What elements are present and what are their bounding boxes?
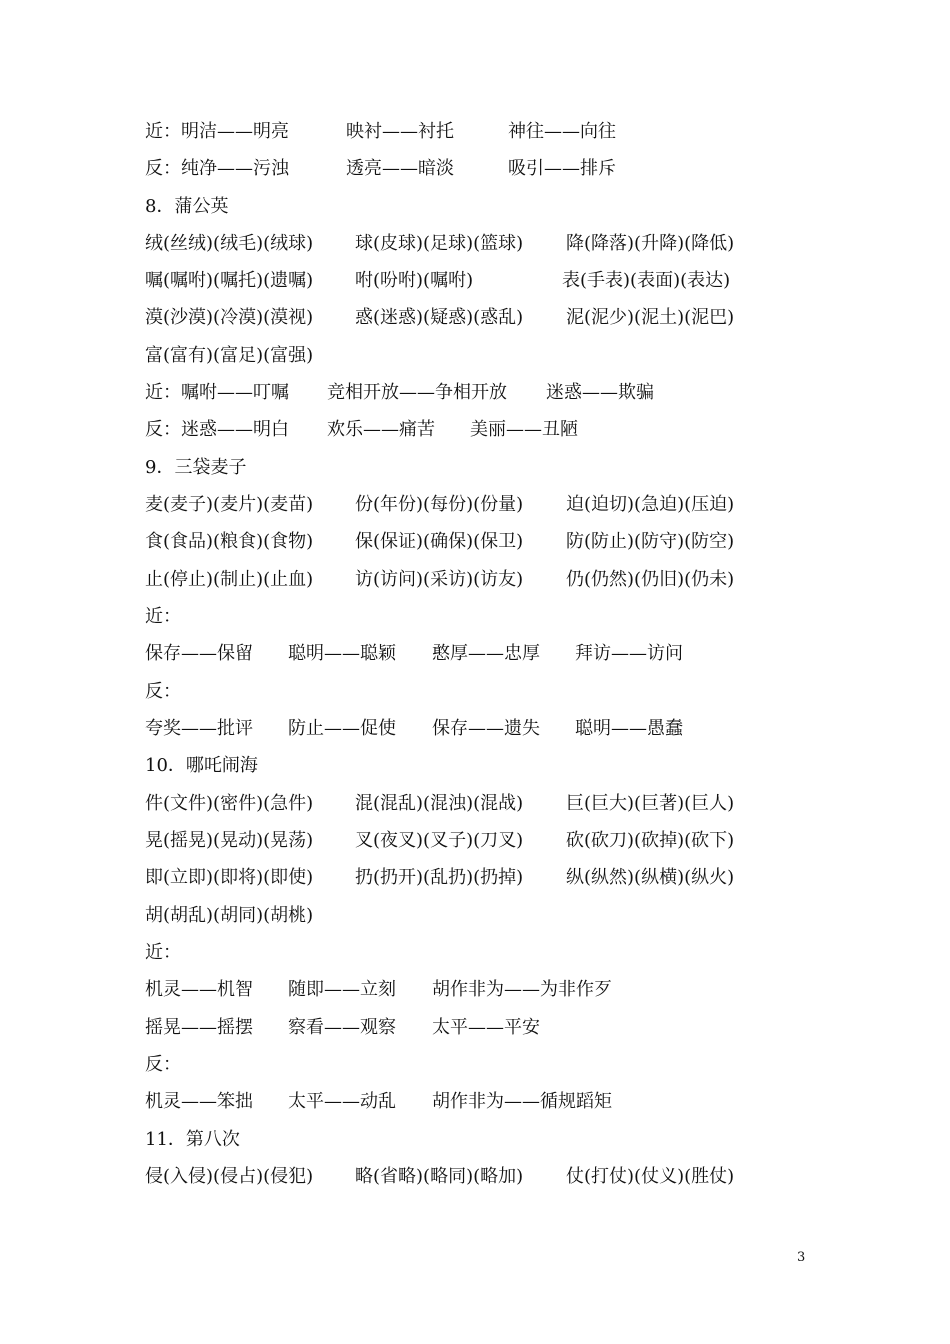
text-cell: 惑(迷惑)(疑惑)(惑乱) [355, 307, 524, 328]
text-cell: 仍(仍然)(仍旧)(仍未) [566, 569, 735, 590]
text-cell: 憨厚——忠厚 [432, 643, 540, 664]
text-cell: 巨(巨大)(巨著)(巨人) [566, 793, 735, 814]
text-cell: 绒(丝绒)(绒毛)(绒球) [145, 233, 314, 254]
text-cell: 聪明——聪颖 [288, 643, 396, 664]
text-cell: 近： [145, 942, 181, 963]
text-cell: 太平——动乱 [288, 1091, 396, 1112]
text-cell: 10．哪吒闹海 [145, 755, 258, 776]
text-cell: 纵(纵然)(纵横)(纵火) [566, 867, 735, 888]
text-cell: 食(食品)(粮食)(食物) [145, 531, 314, 552]
text-cell: 反：纯净——污浊 [145, 158, 289, 179]
text-cell: 察看——观察 [288, 1017, 396, 1038]
text-cell: 摇晃——摇摆 [145, 1017, 253, 1038]
text-cell: 8．蒲公英 [145, 196, 229, 217]
text-cell: 访(访问)(采访)(访友) [355, 569, 524, 590]
text-cell: 吸引——排斥 [508, 158, 616, 179]
text-cell: 咐(吩咐)(嘱咐) [355, 270, 474, 291]
text-cell: 反：迷惑——明白 [145, 419, 289, 440]
text-cell: 随即——立刻 [288, 979, 396, 1000]
text-cell: 保存——遗失 [432, 718, 540, 739]
text-cell: 反： [145, 1054, 181, 1075]
text-cell: 透亮——暗淡 [346, 158, 454, 179]
text-cell: 美丽——丑陋 [470, 419, 578, 440]
text-cell: 叉(夜叉)(叉子)(刀叉) [355, 830, 524, 851]
text-cell: 近：嘱咐——叮嘱 [145, 382, 289, 403]
text-cell: 晃(摇晃)(晃动)(晃荡) [145, 830, 314, 851]
text-cell: 降(降落)(升降)(降低) [566, 233, 735, 254]
page-number: 3 [797, 1250, 806, 1265]
text-cell: 嘱(嘱咐)(嘱托)(遗嘱) [145, 270, 314, 291]
text-cell: 扔(扔开)(乱扔)(扔掉) [355, 867, 524, 888]
text-cell: 份(年份)(每份)(份量) [355, 494, 524, 515]
text-cell: 麦(麦子)(麦片)(麦苗) [145, 494, 314, 515]
text-cell: 夸奖——批评 [145, 718, 253, 739]
text-cell: 砍(砍刀)(砍掉)(砍下) [566, 830, 735, 851]
text-cell: 球(皮球)(足球)(篮球) [355, 233, 524, 254]
text-cell: 保(保证)(确保)(保卫) [355, 531, 524, 552]
text-cell: 件(文件)(密件)(急件) [145, 793, 314, 814]
text-cell: 映衬——衬托 [346, 121, 454, 142]
text-cell: 迷惑——欺骗 [546, 382, 654, 403]
text-cell: 神往——向往 [508, 121, 616, 142]
text-cell: 拜访——访问 [575, 643, 683, 664]
text-cell: 胡(胡乱)(胡同)(胡桃) [145, 905, 314, 926]
text-cell: 富(富有)(富足)(富强) [145, 345, 314, 366]
text-cell: 聪明——愚蠢 [575, 718, 683, 739]
text-cell: 仗(打仗)(仗义)(胜仗) [566, 1166, 735, 1187]
text-cell: 即(立即)(即将)(即使) [145, 867, 314, 888]
text-cell: 机灵——机智 [145, 979, 253, 1000]
text-cell: 侵(入侵)(侵占)(侵犯) [145, 1166, 314, 1187]
text-cell: 胡作非为——循规蹈矩 [432, 1091, 612, 1112]
text-cell: 太平——平安 [432, 1017, 540, 1038]
text-cell: 竞相开放——争相开放 [327, 382, 507, 403]
text-cell: 反： [145, 681, 181, 702]
text-cell: 略(省略)(略同)(略加) [355, 1166, 524, 1187]
text-cell: 11．第八次 [145, 1129, 240, 1150]
text-cell: 止(停止)(制止)(止血) [145, 569, 314, 590]
text-cell: 机灵——笨拙 [145, 1091, 253, 1112]
text-cell: 迫(迫切)(急迫)(压迫) [566, 494, 735, 515]
text-cell: 泥(泥少)(泥土)(泥巴) [566, 307, 735, 328]
text-cell: 混(混乱)(混浊)(混战) [355, 793, 524, 814]
text-cell: 9．三袋麦子 [145, 457, 247, 478]
text-cell: 防止——促使 [288, 718, 396, 739]
text-cell: 胡作非为——为非作歹 [432, 979, 612, 1000]
text-cell: 保存——保留 [145, 643, 253, 664]
text-cell: 表(手表)(表面)(表达) [562, 270, 731, 291]
text-cell: 近： [145, 606, 181, 627]
text-cell: 防(防止)(防守)(防空) [566, 531, 735, 552]
text-cell: 近：明洁——明亮 [145, 121, 289, 142]
text-cell: 欢乐——痛苦 [327, 419, 435, 440]
text-cell: 漠(沙漠)(冷漠)(漠视) [145, 307, 314, 328]
